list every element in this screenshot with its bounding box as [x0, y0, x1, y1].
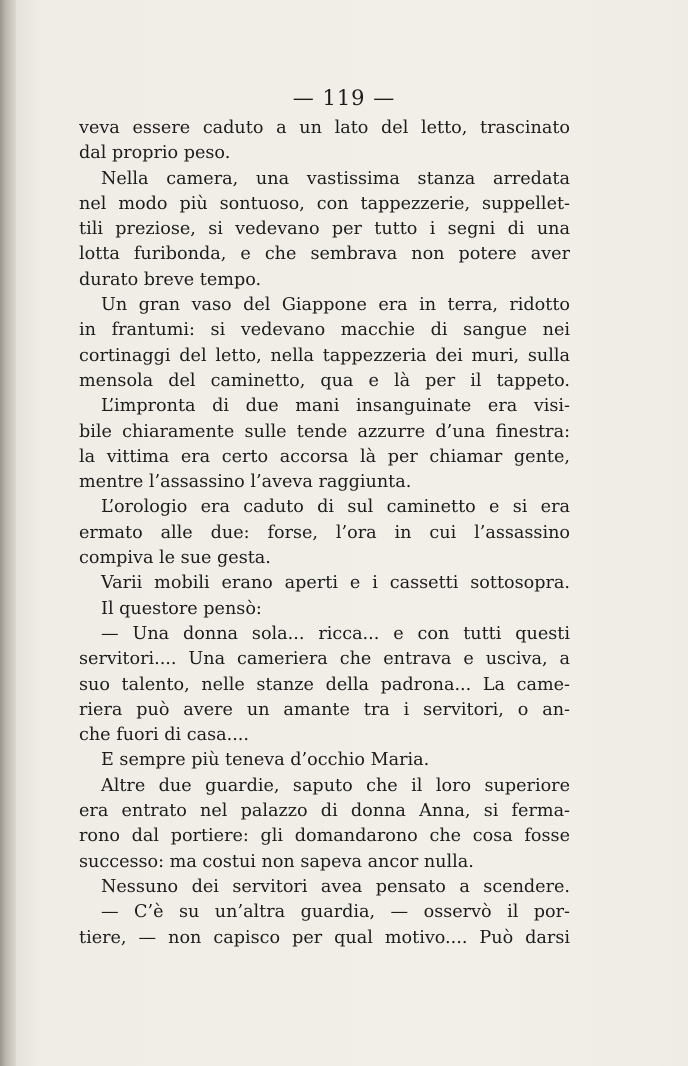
text-line: lotta furibonda, e che sembrava non potere aver	[79, 244, 570, 265]
text-line: L’orologio era caduto di sul caminetto e si era	[101, 497, 570, 518]
text-line: che fuori di casa....	[79, 725, 249, 746]
text-line: la vittima era certo accorsa là per chiamar gente,	[79, 446, 570, 467]
text-line: — C’è su un’altra guardia, — osservò il por-	[101, 902, 570, 923]
text-line: cortinaggi del letto, nella tappezzeria dei muri, sulla	[79, 345, 570, 366]
text-line: Varii mobili erano aperti e i cassetti sottosopra.	[101, 573, 570, 594]
text-line: Nella camera, una vastissima stanza arredata	[101, 168, 570, 189]
text-line: compiva le sue gesta.	[79, 548, 271, 569]
text-line: dal proprio peso.	[79, 143, 231, 164]
text-line: mensola del caminetto, qua e là per il tappeto.	[79, 370, 570, 391]
text-line: L’impronta di due mani insanguinate era visi-	[101, 396, 570, 417]
text-line: mentre l’assassino l’aveva raggiunta.	[79, 472, 412, 493]
page-body-text	[79, 116, 570, 951]
text-line: successo: ma costui non sapeva ancor nulla.	[79, 851, 474, 872]
text-line: Il questore pensò:	[101, 598, 262, 619]
text-line: veva essere caduto a un lato del letto, trascinato	[79, 118, 570, 138]
text-line: — Una donna sola... ricca... e con tutti questi	[101, 623, 570, 644]
text-line: durato breve tempo.	[79, 269, 262, 290]
text-line: Un gran vaso del Giappone era in terra, ridotto	[101, 295, 570, 316]
text-line: Nessuno dei servitori avea pensato a scendere.	[101, 876, 570, 897]
page-number: — 119 —	[292, 86, 396, 110]
text-line: E sempre più teneva d’occhio Maria.	[101, 750, 430, 771]
text-line: servitori.... Una cameriera che entrava e usciva, a	[79, 649, 570, 670]
text-line: ermato alle due: forse, l’ora in cui l’assassino	[79, 522, 570, 543]
text-line: riera può avere un amante tra i servitori, o an-	[79, 699, 570, 720]
text-line: bile chiaramente sulle tende azzurre d’una finestra:	[79, 421, 570, 442]
text-line: tili preziose, si vedevano per tutto i segni di una	[79, 219, 570, 240]
text-line: rono dal portiere: gli domandarono che cosa fosse	[79, 826, 570, 847]
text-line: in frantumi: si vedevano macchie di sangue nei	[79, 320, 570, 341]
text-line: nel modo più sontuoso, con tappezzerie, suppellet-	[79, 193, 570, 214]
text-line: era entrato nel palazzo di donna Anna, si ferma-	[79, 801, 570, 822]
text-line: suo talento, nelle stanze della padrona... La came-	[79, 674, 570, 695]
text-line: tiere, — non capisco per qual motivo.... Può darsi	[79, 927, 570, 948]
text-line: Altre due guardie, saputo che il loro superiore	[101, 775, 570, 796]
page-spine-shadow	[0, 0, 16, 1066]
